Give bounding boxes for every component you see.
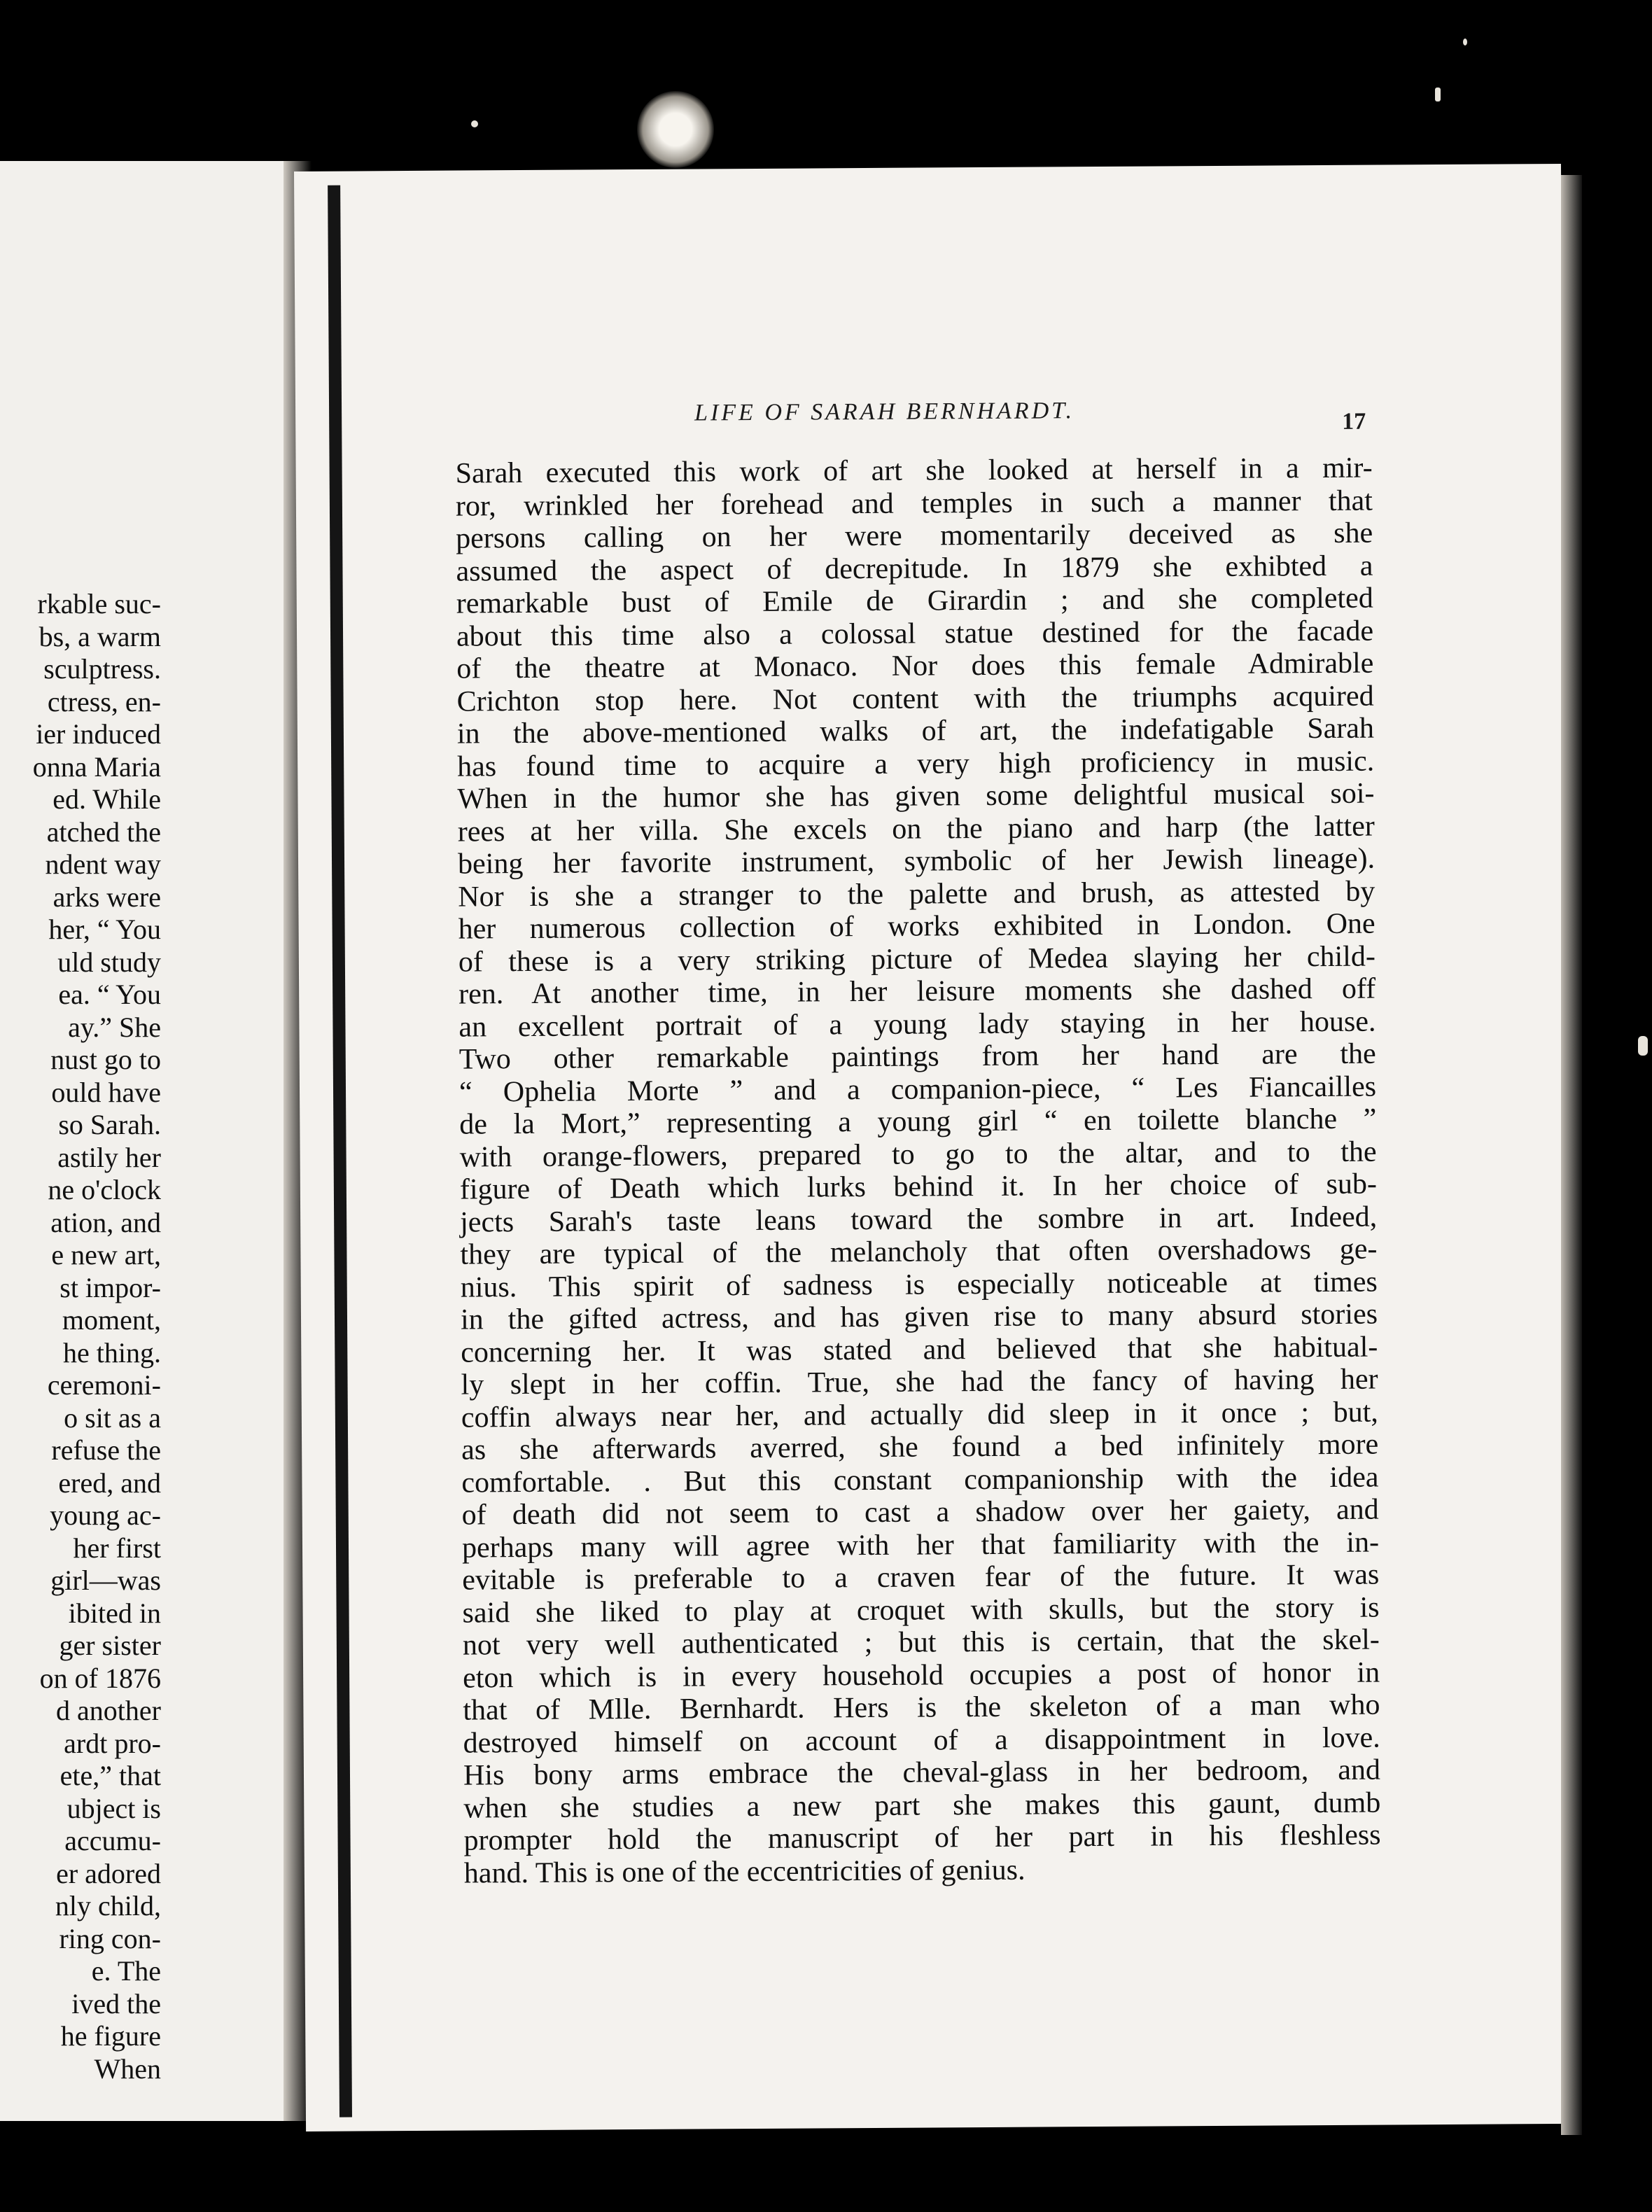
text-line: being her favorite instrument, symbolic of her Jewish lineage). [457,842,1376,881]
text-line: about this time also a colossal statue destined for the facade [456,615,1374,653]
text-line: destroyed himself on account of a disappointment in love. [463,1721,1380,1760]
text-line: Crichton stop here. Not content with the triumphs acquired [456,680,1374,718]
text-line: persons calling on her were momentarily deceived as she [456,517,1373,555]
text-line: nius. This spirit of sadness is especially noticeable at times [460,1266,1378,1304]
left-text-line: nust go to [50,1044,161,1075]
text-line: When in the humor she has given some delightful musical soi- [457,777,1375,816]
left-text-line: er adored [56,1857,161,1889]
scan-speck [1435,88,1441,102]
text-line: comfortable. . But this constant companionship with the idea [461,1461,1379,1499]
left-text-line: on of 1876 [39,1662,161,1694]
binding-shadow [328,186,352,2118]
text-line: ror, wrinkled her forehead and temples in such a manner that [455,484,1373,523]
text-line: evitable is preferable to a craven fear of the future. It was [462,1558,1380,1597]
text-line: as she afterwards averred, she found a bed infinitely more [461,1428,1379,1466]
text-line: with orange-flowers, prepared to go to the altar, and to the [459,1135,1377,1174]
left-text-line: ctress, en- [47,685,161,718]
left-text-line: accumu- [64,1825,161,1856]
text-line: figure of Death which lurks behind it. In her choice of sub- [459,1168,1378,1206]
scan-speck [1463,38,1467,46]
running-head: LIFE OF SARAH BERNHARDT. [694,398,1075,426]
text-line: eton which is in every household occupies a post of honor in [463,1656,1380,1695]
left-text-line: her first [73,1532,161,1564]
left-text-line: young ac- [50,1499,161,1531]
left-text-line: onna Maria [32,750,161,783]
text-line: jects Sarah's taste leans toward the sombre in art. Indeed, [460,1200,1378,1239]
left-text-line: st impor- [59,1271,161,1303]
text-line: has found time to acquire a very high proficiency in music. [457,745,1375,783]
text-line: His bony arms embrace the cheval-glass in her bedroom, and [463,1754,1381,1792]
text-line: ren. At another time, in her leisure moments she dashed off [458,972,1376,1011]
text-line: of death did not seem to cast a shadow over her gaiety, and [461,1493,1379,1532]
left-text-line: d another [56,1695,161,1726]
left-text-line: ived the [71,1987,161,2019]
left-text-line: bs, a warm [38,620,161,652]
left-text-line: When [94,2052,161,2085]
left-text-line: arks were [52,881,161,913]
left-text-line: ger sister [59,1630,161,1661]
left-text-line: her, “ You [48,913,161,945]
text-line: said she liked to play at croquet with skulls, but the story is [462,1591,1380,1630]
left-text-line: ne o'clock [48,1174,161,1205]
right-page-edge [1561,175,1582,2135]
left-text-line: ation, and [50,1206,161,1238]
left-text-line: ea. “ You [58,979,161,1010]
left-text-line: he figure [60,2020,161,2052]
text-line: that of Mlle. Bernhardt. Hers is the skeleton of a man who [463,1688,1380,1727]
left-text-line: ring con- [59,1922,161,1954]
left-text-line: o sit as a [64,1401,161,1434]
left-text-line: sculptress. [43,653,161,685]
text-line: an excellent portrait of a young lady staying in her house. [458,1005,1376,1044]
text-line: in the above-mentioned walks of art, the indefatigable Sarah [456,712,1375,750]
text-line: when she studies a new part she makes this gaunt, dumb [463,1786,1381,1825]
text-line: coffin always near her, and actually did sleep in it once ; but, [461,1396,1378,1434]
left-text-line: ier induced [36,718,161,750]
text-line: ly slept in her coffin. True, she had the fancy of having her [461,1363,1378,1401]
left-text-line: astily her [57,1141,161,1173]
text-line: of the theatre at Monaco. Nor does this female Admirable [456,647,1374,685]
left-text-line: ndent way [45,848,161,880]
left-text-line: ed. While [52,783,161,815]
scan-speck [1638,1036,1648,1056]
left-text-line: uld study [57,946,161,978]
left-text-line: ered, and [58,1466,161,1499]
left-text-line: refuse the [51,1434,161,1466]
scan-speck [471,120,478,127]
text-line: Sarah executed this work of art she looked at herself in a mir- [455,451,1373,490]
body-text [456,452,1381,1890]
text-line: not very well authenticated ; but this is certain, that the skel- [462,1623,1380,1662]
page-number: 17 [1342,408,1366,435]
left-text-line: ceremoni- [47,1369,161,1401]
left-text-line: ubject is [66,1792,161,1824]
text-line: prompter hold the manuscript of her part in his fleshless [463,1819,1381,1857]
text-line: her numerous collection of works exhibited in London. One [458,907,1376,946]
text-line: rees at her villa. She excels on the piano and harp (the latter [457,810,1375,848]
text-line: Two other remarkable paintings from her hand are the [458,1037,1376,1076]
left-text-line: nly child, [55,1890,161,1921]
left-text-line: he thing. [63,1336,161,1368]
text-line: hand. This is one of the eccentricities of genius. [463,1854,1026,1890]
text-line: of these is a very striking picture of Medea slaying her child- [458,940,1376,979]
text-line: they are typical of the melancholy that often overshadows ge- [460,1233,1378,1271]
left-text-line: moment, [62,1304,161,1336]
left-text-line: girl—was [50,1564,161,1596]
right-page [294,164,1573,2132]
left-text-line: so Sarah. [58,1109,161,1140]
text-line: de la Mort,” representing a young girl “ en toilette blanche ” [459,1102,1377,1141]
left-text-line: atched the [46,816,161,848]
left-text-line: ay.” She [68,1011,161,1043]
left-page-fragment [0,161,294,2121]
left-text-line: ibited in [68,1597,161,1629]
scan-blot [637,91,714,168]
text-line: perhaps many will agree with her that familiarity with the in- [461,1526,1380,1564]
left-text-line: e new art, [51,1239,161,1270]
text-line: concerning her. It was stated and believed that she habitual- [461,1331,1378,1369]
left-text-line: e. The [91,1955,161,1987]
left-text-line: ardt pro- [64,1727,161,1759]
left-text-line: rkable suc- [37,588,161,620]
left-text-line: ete,” that [59,1760,161,1791]
text-line: assumed the aspect of decrepitude. In 1879 she exhibted a [456,550,1373,588]
text-line: Nor is she a stranger to the palette and brush, as attested by [458,875,1376,913]
text-line: in the gifted actress, and has given rise to many absurd stories [460,1298,1378,1336]
text-line: “ Ophelia Morte ” and a companion-piece, “ Les Fiancailles [458,1070,1377,1109]
left-page-text [0,588,161,2085]
text-line: remarkable bust of Emile de Girardin ; and she completed [456,582,1373,620]
left-text-line: ould have [51,1076,161,1108]
